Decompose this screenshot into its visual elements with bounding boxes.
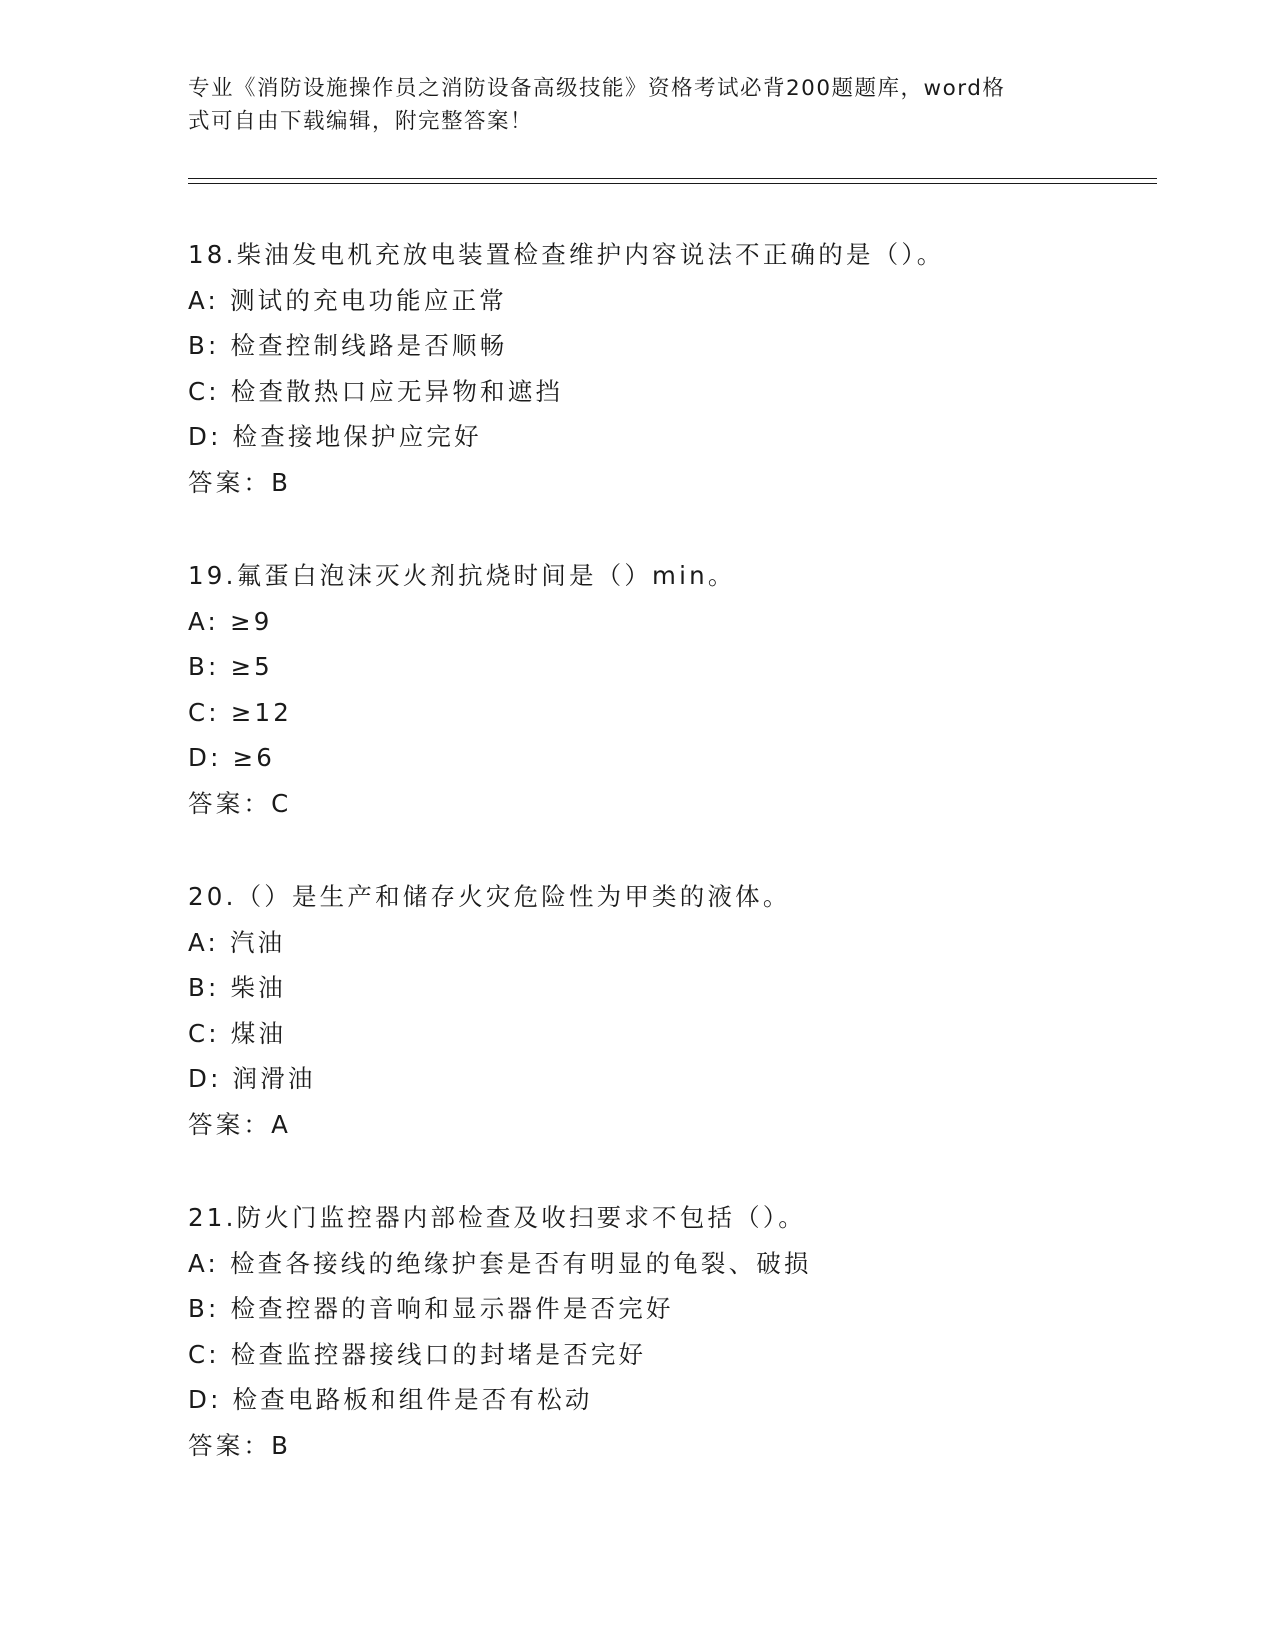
question-stem: 19.氟蛋白泡沫灭火剂抗烧时间是（）min。 [188, 561, 736, 590]
option-c: C: 煤油 [188, 1018, 287, 1048]
answer-line: 答案：A [188, 1109, 292, 1139]
answer-line: 答案：B [188, 1430, 292, 1460]
option-a: A: ≥9 [188, 606, 273, 636]
option-d: D: ≥6 [188, 743, 276, 772]
question-stem: 20.（）是生产和储存火灾危险性为甲类的液体。 [188, 882, 791, 911]
question-stem: 21.防火门监控器内部检查及收扫要求不包括（）。 [188, 1203, 807, 1232]
option-a: A: 汽油 [188, 927, 286, 957]
question-20 [188, 874, 1148, 1147]
option-c: C: 检查监控器接线口的封堵是否完好 [188, 1339, 647, 1369]
option-b: B: 检查控器的音响和显示器件是否完好 [188, 1294, 674, 1323]
option-c: C: ≥12 [188, 697, 293, 727]
answer-line: 答案：C [188, 788, 292, 818]
answer-line: 答案：B [188, 467, 292, 497]
question-18 [188, 232, 1148, 505]
header-rule-top [188, 178, 1157, 179]
option-d: D: 润滑油 [188, 1064, 316, 1093]
option-b: B: 检查控制线路是否顺畅 [188, 331, 508, 360]
option-d: D: 检查电路板和组件是否有松动 [188, 1385, 593, 1414]
intro-line-2: 式可自由下载编辑，附完整答案！ [188, 109, 534, 134]
question-19 [188, 553, 1148, 826]
option-b: B: ≥5 [188, 652, 273, 681]
option-c: C: 检查散热口应无异物和遮挡 [188, 376, 564, 406]
option-b: B: 柴油 [188, 973, 286, 1002]
option-a: A: 检查各接线的绝缘护套是否有明显的龟裂、破损 [188, 1248, 812, 1278]
question-stem: 18.柴油发电机充放电装置检查维护内容说法不正确的是（）。 [188, 240, 945, 269]
question-21 [188, 1195, 1148, 1468]
header-rule-bottom [188, 183, 1157, 184]
document-intro [188, 72, 1068, 138]
option-a: A: 测试的充电功能应正常 [188, 285, 507, 315]
option-d: D: 检查接地保护应完好 [188, 422, 482, 451]
intro-line-1: 专业《消防设施操作员之消防设备高级技能》资格考试必背200题题库，word格 [188, 76, 1006, 101]
